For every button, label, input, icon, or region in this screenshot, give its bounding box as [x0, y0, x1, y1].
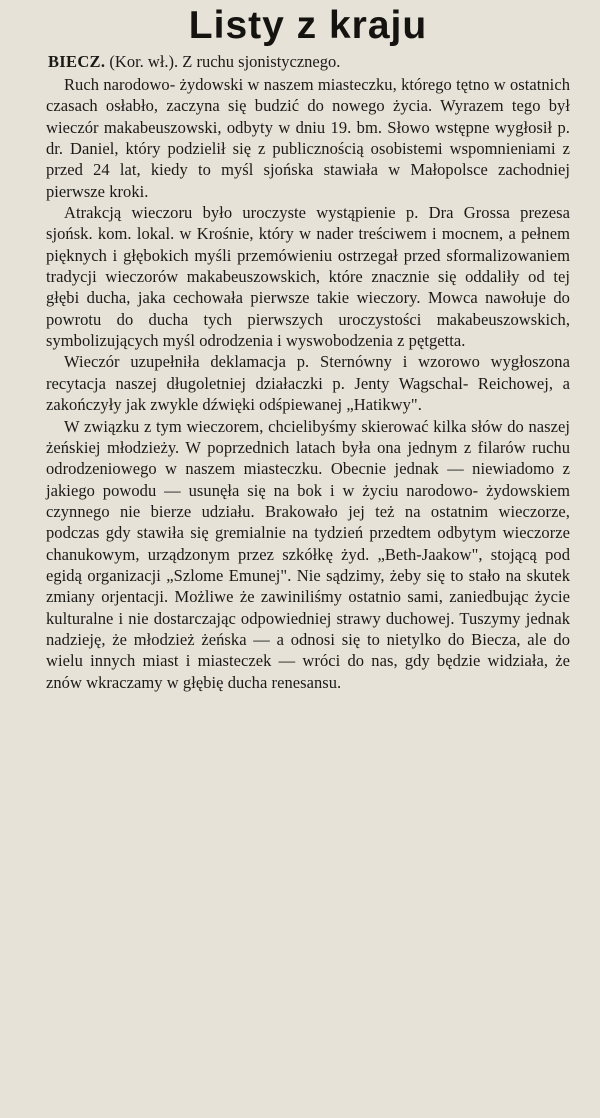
byline-place: BIECZ. — [48, 52, 106, 71]
article-paragraph: W związku z tym wieczorem, chcielibyśmy skierować kilka słów do naszej żeńskiej młodzieży. W poprzednich latach była ona jednym z filarów ruchu odrodzeniowego w naszem miasteczku. Obecnie jednak — niewiadomo z jakiego powodu — usunęła się na bok i w życiu narodowo- żydowskiem czynnego nie bierze udziału. Brakowało jej też na ostatnim wieczorze, podczas gdy stawiła się gremialnie na tydzień przedtem odbytym wieczorze chanukowym, urządzonym przez szkółkę żyd. „Beth-Jaakow", stojącą pod egidą organizacji „Szlome Emunej". Nie sądzimy, żeby się to stało na skutek zmiany orjentacji. Możliwe że zawiniliśmy ostatnio sami, zaniedbując życie kulturalne i nie dostarczając odpowiedniej strawy duchowej. Tuszymy jednak nadzieję, że młodzież żeńska — a odnosi się to nietylko do Biecza, ale do wielu innych miast i miasteczek — wróci do nas, gdy będzie widziała, że znów wkraczamy w głębię ducha renesansu. — [46, 416, 570, 692]
article-paragraph: Wieczór uzupełniła deklamacja p. Sternówny i wzorowo wygłoszona recytacja naszej długoletniej działaczki p. Jenty Wagschal- Reichowej, a zakończyły jak zwykle dźwięki odśpiewanej „Hatikwy". — [46, 352, 570, 415]
byline-correspondent: (Kor. wł.). — [109, 52, 179, 71]
article-paragraph: Atrakcją wieczoru było uroczyste wystąpienie p. Dra Grossa prezesa sjońsk. kom. lokal. w Krośnie, który w nader treściwem i mocnem, a pełnem pięknych i głębokich myśli przemówieniu ostrzegał przed sformalizowaniem tradycji wieczorów makabeuszowskich, które znacznie się oddaliły od tej głębi ducha, jaka cechowała pierwsze takie wieczory. Mowca nawołuje do powrotu do ducha tych pierwszych uroczystości makabeuszowskich, symbolizujących myśl odrodzenia i wyswobodzenia z pętgetta. — [46, 203, 570, 351]
article-headline: Listy z kraju — [188, 4, 428, 47]
article-byline — [48, 50, 570, 74]
article-paragraph: Ruch narodowo- żydowski w naszem miasteczku, którego tętno w ostatnich czasach osłabło, zaczyna się budzić do nowego życia. Wyrazem tego był wieczór makabeuszowski, odbyty w dniu 19. bm. Słowo wstępne wygłosił p. dr. Daniel, który podzielił się z publicznością osobistemi wspomnieniami z przed 24 lat, kiedy to myśl sjońska stawiała w Małopolsce zachodniej pierwsze kroki. — [46, 75, 570, 201]
article-body — [46, 74, 570, 693]
byline-topic: Z ruchu sjonistycznego. — [182, 52, 341, 71]
